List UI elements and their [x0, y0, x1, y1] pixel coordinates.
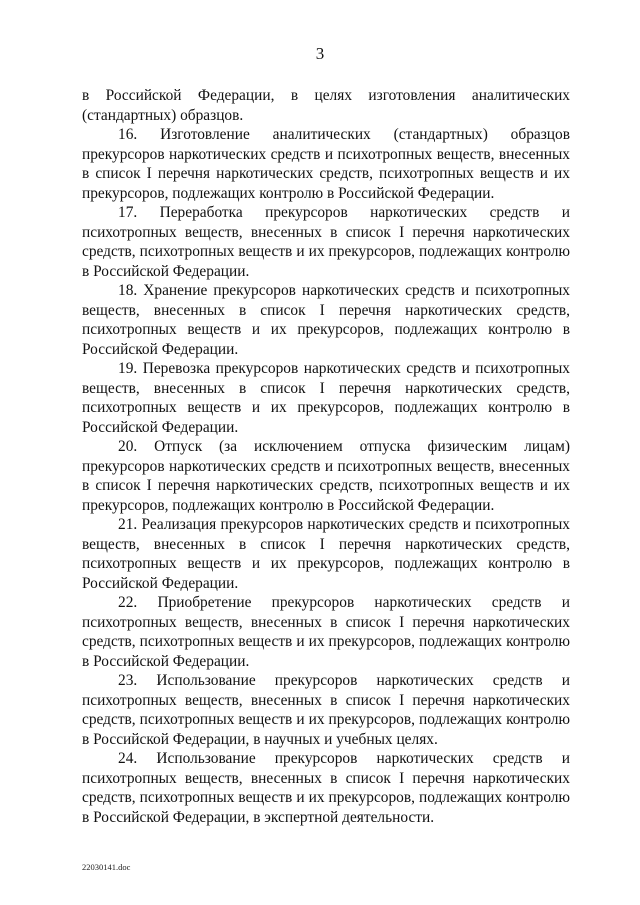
list-item-24: 24. Использование прекурсоров наркотических средств и психотропных веществ, внесенных в список I перечня наркотических средств, психотропных веществ и их прекурсоров, подлежащих контролю в Российской Федерации, в экспертной деятельности.	[82, 750, 570, 826]
page-number: 3	[315, 44, 325, 63]
list-item-17: 17. Переработка прекурсоров наркотических средств и психотропных веществ, внесенных в список I перечня наркотических средств, психотропных веществ и их прекурсоров, подлежащих контролю в Российской Федерации.	[82, 204, 570, 280]
list-item-22: 22. Приобретение прекурсоров наркотических средств и психотропных веществ, внесенных в список I перечня наркотических средств, психотропных веществ и их прекурсоров, подлежащих контролю в Российской Федерации.	[82, 594, 570, 670]
file-name-footer: 22030141.doc	[82, 862, 131, 872]
list-item-19: 19. Перевозка прекурсоров наркотических средств и психотропных веществ, внесенных в список I перечня наркотических средств, психотропных веществ и их прекурсоров, подлежащих контролю в Российской Федерации.	[82, 360, 570, 436]
document-body	[82, 86, 570, 827]
continuation-paragraph: в Российской Федерации, в целях изготовления аналитических (стандартных) образцов.	[82, 87, 570, 124]
list-item-20: 20. Отпуск (за исключением отпуска физическим лицам) прекурсоров наркотических средств и психотропных веществ, внесенных в список I перечня наркотических средств, психотропных веществ и их прекурсоров, подлежащих контролю в Российской Федерации.	[82, 438, 570, 514]
list-item-21: 21. Реализация прекурсоров наркотических средств и психотропных веществ, внесенных в список I перечня наркотических средств, психотропных веществ и их прекурсоров, подлежащих контролю в Российской Федерации.	[82, 516, 570, 592]
list-item-18: 18. Хранение прекурсоров наркотических средств и психотропных веществ, внесенных в список I перечня наркотических средств, психотропных веществ и их прекурсоров, подлежащих контролю в Российской Федерации.	[82, 282, 570, 358]
list-item-16: 16. Изготовление аналитических (стандартных) образцов прекурсоров наркотических средств и психотропных веществ, внесенных в список I перечня наркотических средств, психотропных веществ и их прекурсоров, подлежащих контролю в Российской Федерации.	[82, 126, 570, 202]
list-item-23: 23. Использование прекурсоров наркотических средств и психотропных веществ, внесенных в список I перечня наркотических средств, психотропных веществ и их прекурсоров, подлежащих контролю в Российской Федерации, в научных и учебных целях.	[82, 672, 570, 748]
